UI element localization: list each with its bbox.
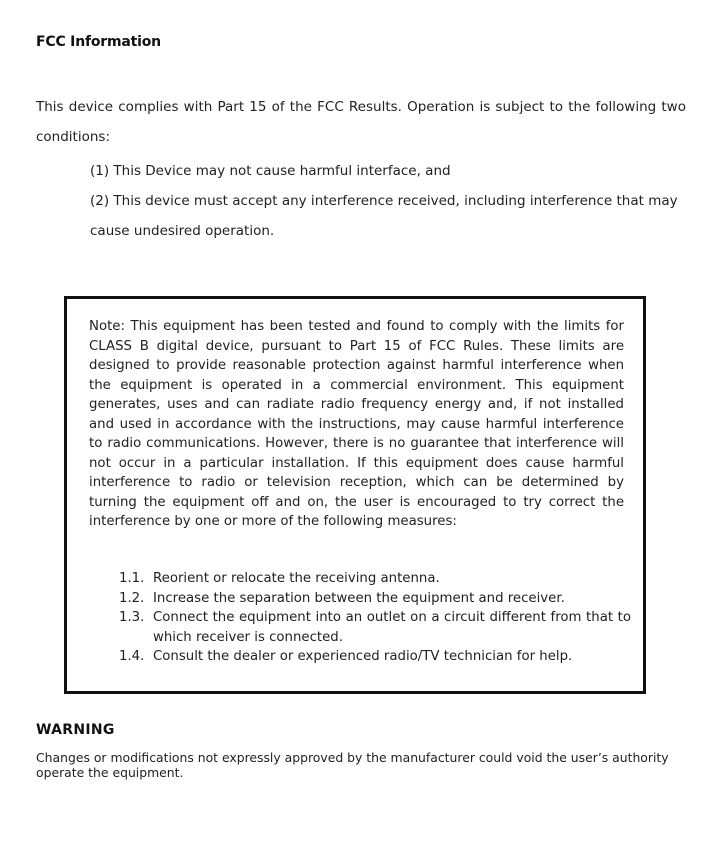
measure-text: Connect the equipment into an outlet on a circuit different from that to which receiver is connected. [153, 610, 631, 645]
fcc-heading: FCC Information [36, 34, 161, 50]
measure-text: Reorient or relocate the receiving antenna. [153, 571, 440, 586]
measures-list [119, 569, 631, 667]
warning-heading: WARNING [36, 722, 115, 738]
measure-item [119, 608, 631, 647]
measure-number: 1.3. [119, 610, 145, 625]
warning-paragraph [36, 750, 722, 780]
measure-item [119, 569, 631, 589]
conditions-list [90, 156, 686, 246]
warning-line: Changes or modifications not expressly approved by the manufacturer could void the user’s authority [36, 750, 669, 765]
intro-paragraph: This device complies with Part 15 of the FCC Results. Operation is subject to the following two conditions: [36, 99, 686, 145]
condition-item: (2) This device must accept any interference received, including interference that may cause undesired operation. [90, 193, 678, 239]
condition-item: (1) This Device may not cause harmful interface, and [90, 163, 451, 179]
measure-number: 1.2. [119, 590, 145, 606]
measure-text: Increase the separation between the equipment and receiver. [153, 590, 565, 606]
note-paragraph: Note: This equipment has been tested and found to comply with the limits for CLASS B digital device, pursuant to Part 15 of FCC Rules. These limits are designed to provide reasonable protection against harmful interference when the equipment is operated in a commercial environment. This equipment generates, uses and can radiate radio frequency energy and, if not installed and used in accordance with the instructions, may cause harmful interference to radio communications. However, there is no guarantee that interference will not occur in a particular installation. If this equipment does cause harmful interference to radio or television reception, which can be determined by turning the equipment off and on, the user is encouraged to try correct the interference by one or more of the following measures: [89, 319, 624, 529]
measure-item [119, 647, 631, 667]
measure-item [119, 589, 631, 609]
note-box [64, 296, 646, 694]
measure-number: 1.1. [119, 571, 145, 586]
measure-text: Consult the dealer or experienced radio/TV technician for help. [153, 649, 573, 664]
measure-number: 1.4. [119, 649, 145, 664]
warning-line: operate the equipment. [36, 765, 184, 780]
